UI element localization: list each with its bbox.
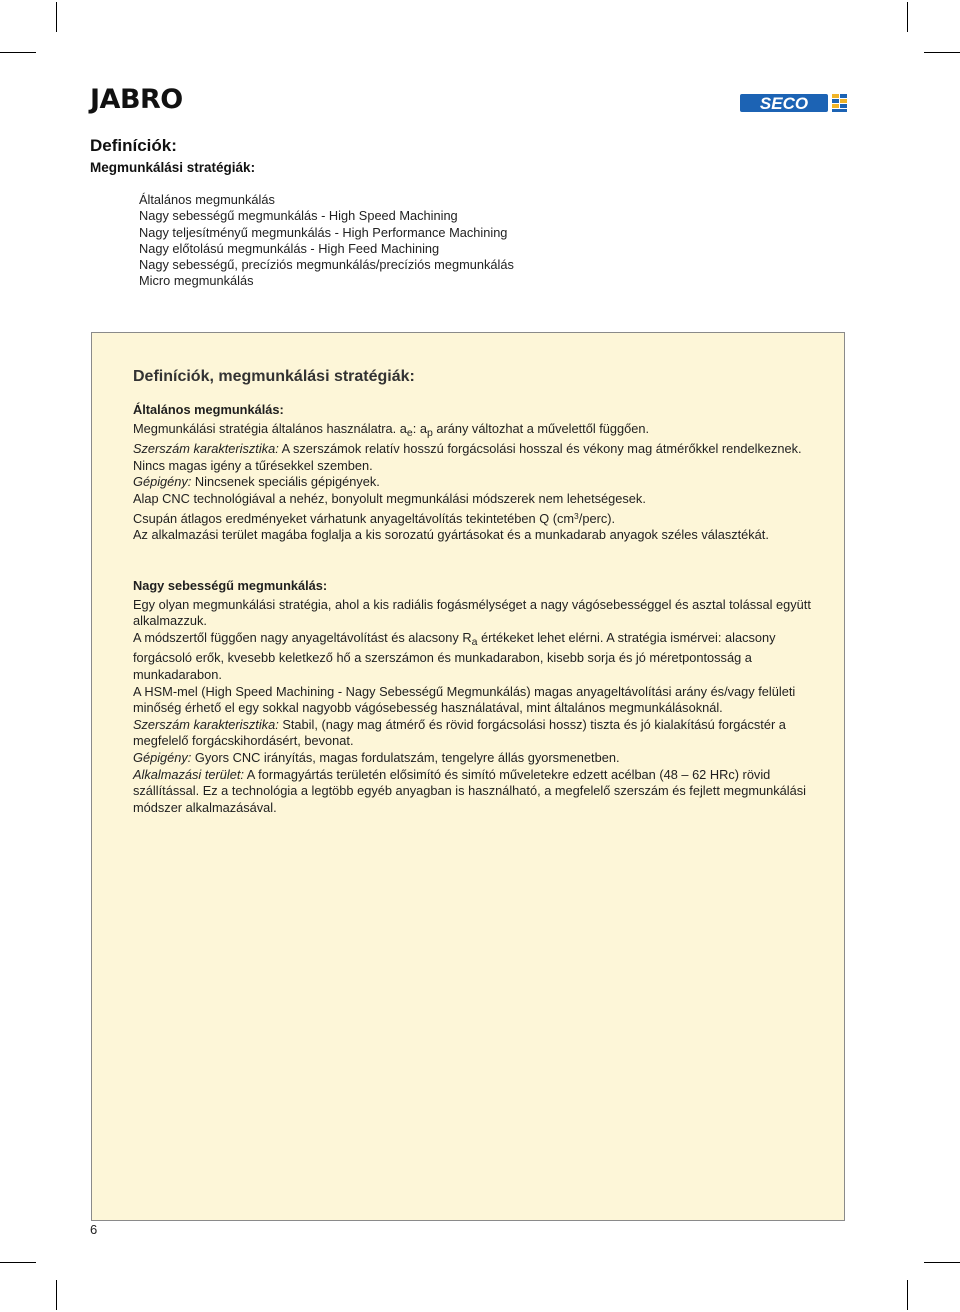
crop-mark	[924, 52, 960, 53]
paragraph: Megmunkálási stratégia általános használatra. $a_e$: $a_p$ arány változhat a művelettől függően.	[133, 420, 650, 439]
seco-logo-text: SECO	[759, 94, 809, 112]
section-heading: Általános megmunkálás:	[133, 402, 284, 417]
crop-mark	[56, 1280, 57, 1310]
list-item: Nagy sebességű, precíziós megmunkálás/precíziós megmunkálás	[139, 257, 514, 273]
page-title: Definíciók:	[90, 136, 177, 155]
list-item: Nagy előtolású megmunkálás - High Feed Machining	[139, 240, 440, 256]
section-heading: Nagy sebességű megmunkálás:	[133, 578, 328, 593]
tool-label: Szerszám karakterisztika:	[133, 441, 279, 457]
brand-wordmark: JABRO	[90, 84, 183, 115]
tool-label: Szerszám karakterisztika:	[133, 716, 279, 732]
crop-mark	[0, 1262, 36, 1263]
page-subtitle: Megmunkálási stratégiák:	[90, 160, 256, 175]
machine-label: Gépigény:	[133, 474, 192, 490]
strategy-list	[139, 192, 514, 290]
paragraph: Szerszám karakterisztika: A szerszámok relatív hosszú forgácsolási hosszal és vékony mag átmérőkkel rendelkeznek.	[133, 441, 802, 457]
crop-mark	[56, 2, 57, 32]
paragraph: Szerszám karakterisztika: Stabil, (nagy mag átmérő és rövid forgácsolási hossz) tiszta és jó kialakítású forgácstér a megfelelő forgácskihordásért, bevonat.	[133, 716, 786, 749]
paragraph: Gépigény: Gyors CNC irányítás, magas fordulatszám, tengelyre állás gyorsmenetben.	[133, 749, 620, 765]
hsm-section	[133, 578, 813, 816]
crop-mark	[907, 1280, 908, 1310]
page-number: 6	[90, 1222, 98, 1237]
paragraph: Gépigény: Nincsenek speciális gépigények.	[133, 474, 380, 490]
paragraph: Nincs magas igény a tűrésekkel szemben.	[133, 457, 373, 473]
paragraph: A HSM-mel (High Speed Machining - Nagy Sebességű Megmunkálás) magas anyageltávolítási arány és/vagy felületi minőség érhető el egy sokkal nagyobb vágósebesség használatával, mint általános megmunkálásoknál.	[133, 683, 796, 716]
list-item: Nagy teljesítményű megmunkálás - High Performance Machining	[139, 224, 508, 240]
general-machining-section	[133, 402, 813, 544]
paragraph: Alkalmazási terület: A formagyártás területén elősimító és simító műveletekre edzett acélban (48 – 62 HRc) rövid szállítással. Ez a technológia a legtöbb egyéb anyagban is használható, a megfelelő szerszám és fejlett megmunkálási módszer alkalmazásával.	[133, 766, 806, 815]
list-item: Micro megmunkálás	[139, 273, 254, 289]
paragraph: A módszertől függően nagy anyageltávolítást és alacsony $R_a$ értékeket lehet elérni. A stratégia ismérvei: alacsony forgácsoló erők, kvesebb keletkező hő a szerszámon és munkadarabon, kisebb sorja és jó méretpontosság a munkadarabon.	[133, 629, 776, 682]
application-label: Alkalmazási terület:	[133, 766, 244, 782]
crop-mark	[907, 2, 908, 32]
seco-logo	[740, 94, 848, 112]
machine-label: Gépigény:	[133, 749, 192, 765]
box-title: Definíciók, megmunkálási stratégiák:	[133, 368, 415, 385]
paragraph: Alap CNC technológiával a nehéz, bonyolult megmunkálási módszerek nem lehetségesek.	[133, 490, 646, 506]
list-item: Nagy sebességű megmunkálás - High Speed Machining	[139, 208, 458, 224]
paragraph: Csupán átlagos eredményeket várhatunk anyageltávolítás tekintetében Q $(cm^3/perc)$.	[133, 510, 616, 526]
crop-mark	[0, 52, 36, 53]
crop-mark	[924, 1262, 960, 1263]
list-item: Általános megmunkálás	[139, 192, 275, 207]
paragraph: Az alkalmazási terület magába foglalja a kis sorozatú gyártásokat és a munkadarab anyagok széles választékát.	[133, 527, 769, 543]
paragraph: Egy olyan megmunkálási stratégia, ahol a kis radiális fogásmélységet a nagy vágósebességgel és asztal tolással együtt alkalmazzuk.	[133, 596, 811, 629]
